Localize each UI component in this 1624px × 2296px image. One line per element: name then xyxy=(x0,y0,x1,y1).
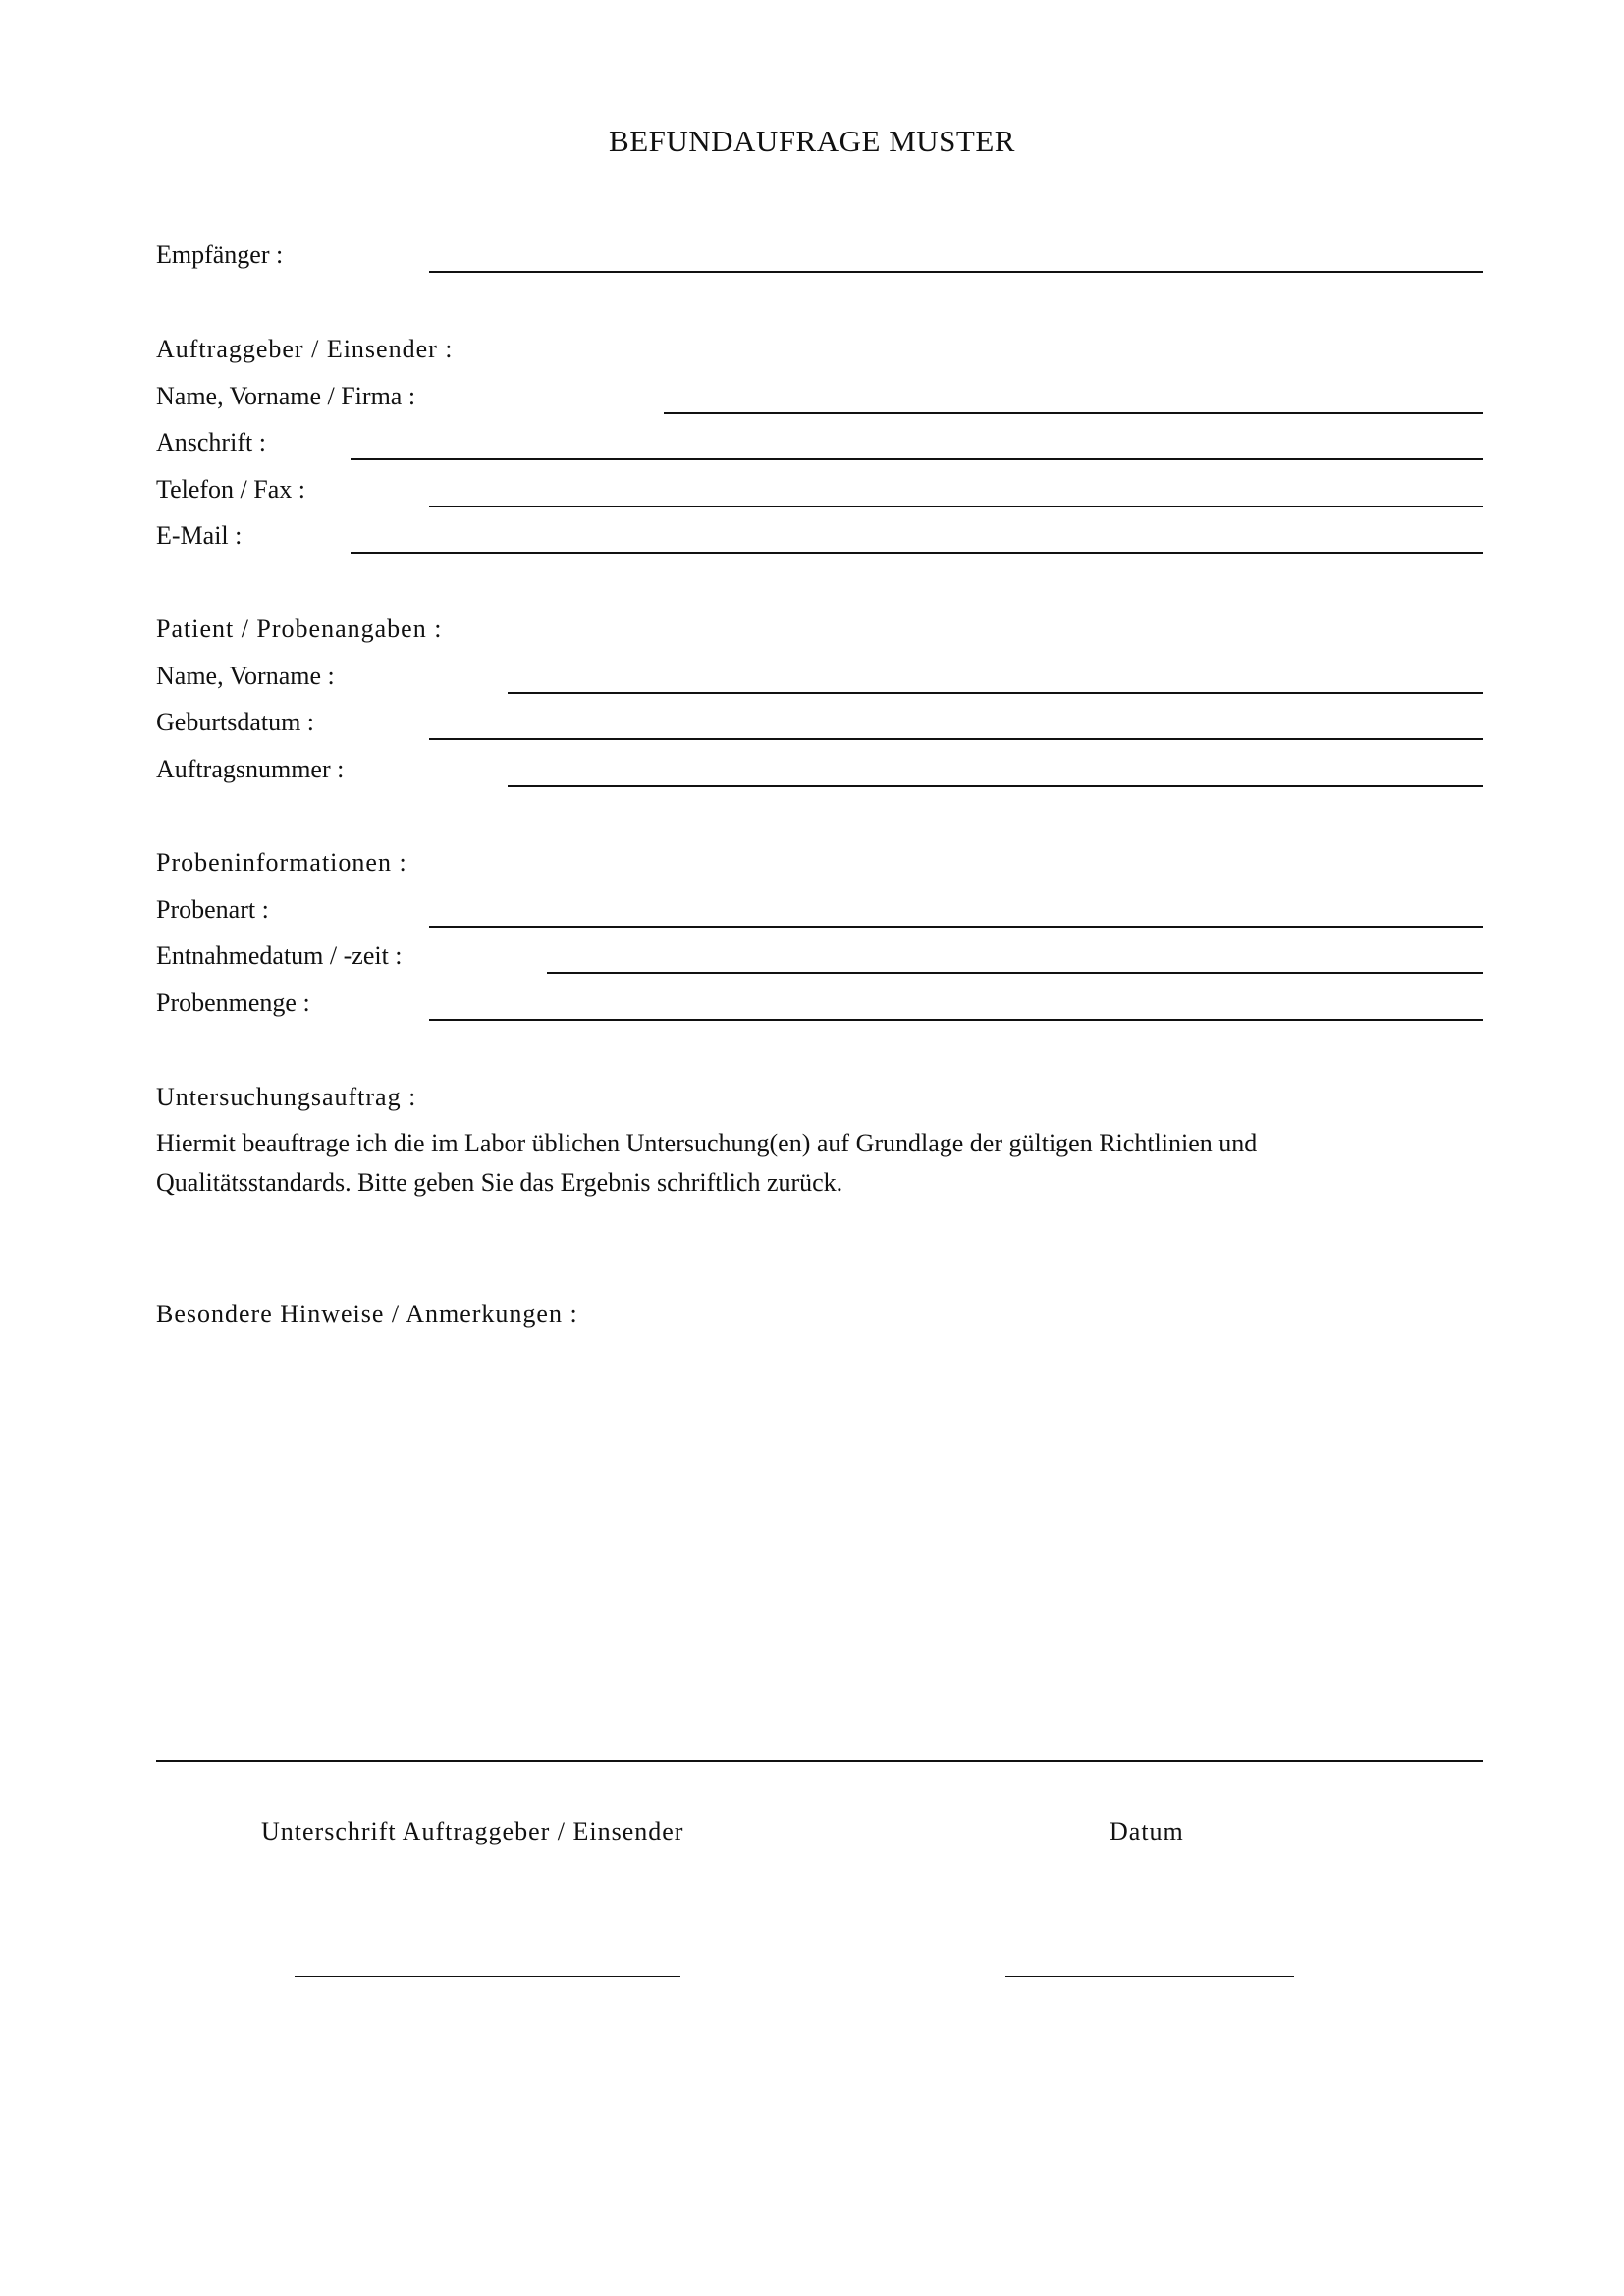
client-name-label: Name, Vorname / Firma : xyxy=(156,382,416,410)
sample-heading: Probeninformationen : xyxy=(156,848,407,877)
signature-date-field[interactable] xyxy=(1005,1976,1294,1977)
patient-order-number-label: Auftragsnummer : xyxy=(156,755,345,783)
order-text-line-1: Hiermit beauftrage ich die im Labor üblichen Untersuchung(en) auf Grundlage der gültigen Richtlinien und xyxy=(156,1129,1258,1157)
patient-name-field[interactable] xyxy=(508,692,1483,694)
sample-date-field[interactable] xyxy=(547,972,1483,974)
patient-heading: Patient / Probenangaben : xyxy=(156,614,443,643)
client-address-field[interactable] xyxy=(351,458,1483,460)
order-text-line-2: Qualitätsstandards. Bitte geben Sie das Ergebnis schriftlich zurück. xyxy=(156,1168,843,1197)
signature-signer-field[interactable] xyxy=(295,1976,680,1977)
notes-heading: Besondere Hinweise / Anmerkungen : xyxy=(156,1300,578,1328)
sample-amount-field[interactable] xyxy=(429,1019,1483,1021)
notes-area[interactable] xyxy=(156,1345,1483,1757)
client-address-label: Anschrift : xyxy=(156,428,266,456)
patient-birthdate-field[interactable] xyxy=(429,738,1483,740)
recipient-label: Empfänger : xyxy=(156,240,284,269)
patient-name-label: Name, Vorname : xyxy=(156,662,335,690)
sample-date-label: Entnahmedatum / -zeit : xyxy=(156,941,403,970)
sample-type-label: Probenart : xyxy=(156,895,269,924)
signature-date-label: Datum xyxy=(1110,1817,1184,1845)
patient-order-number-field[interactable] xyxy=(508,785,1483,787)
sample-amount-label: Probenmenge : xyxy=(156,988,310,1017)
page-title: BEFUNDAUFRAGE MUSTER xyxy=(609,124,1015,158)
client-name-field[interactable] xyxy=(664,412,1483,414)
client-email-label: E-Mail : xyxy=(156,521,243,550)
order-heading: Untersuchungsauftrag : xyxy=(156,1083,417,1111)
client-phone-field[interactable] xyxy=(429,506,1483,507)
sample-type-field[interactable] xyxy=(429,926,1483,928)
recipient-field[interactable] xyxy=(429,271,1483,273)
client-phone-label: Telefon / Fax : xyxy=(156,475,305,504)
patient-birthdate-label: Geburtsdatum : xyxy=(156,708,315,736)
client-heading: Auftraggeber / Einsender : xyxy=(156,335,454,363)
signature-signer-label: Unterschrift Auftraggeber / Einsender xyxy=(261,1817,684,1845)
order-text xyxy=(156,1124,1491,1202)
client-email-field[interactable] xyxy=(351,552,1483,554)
notes-bottom-line xyxy=(156,1760,1483,1762)
